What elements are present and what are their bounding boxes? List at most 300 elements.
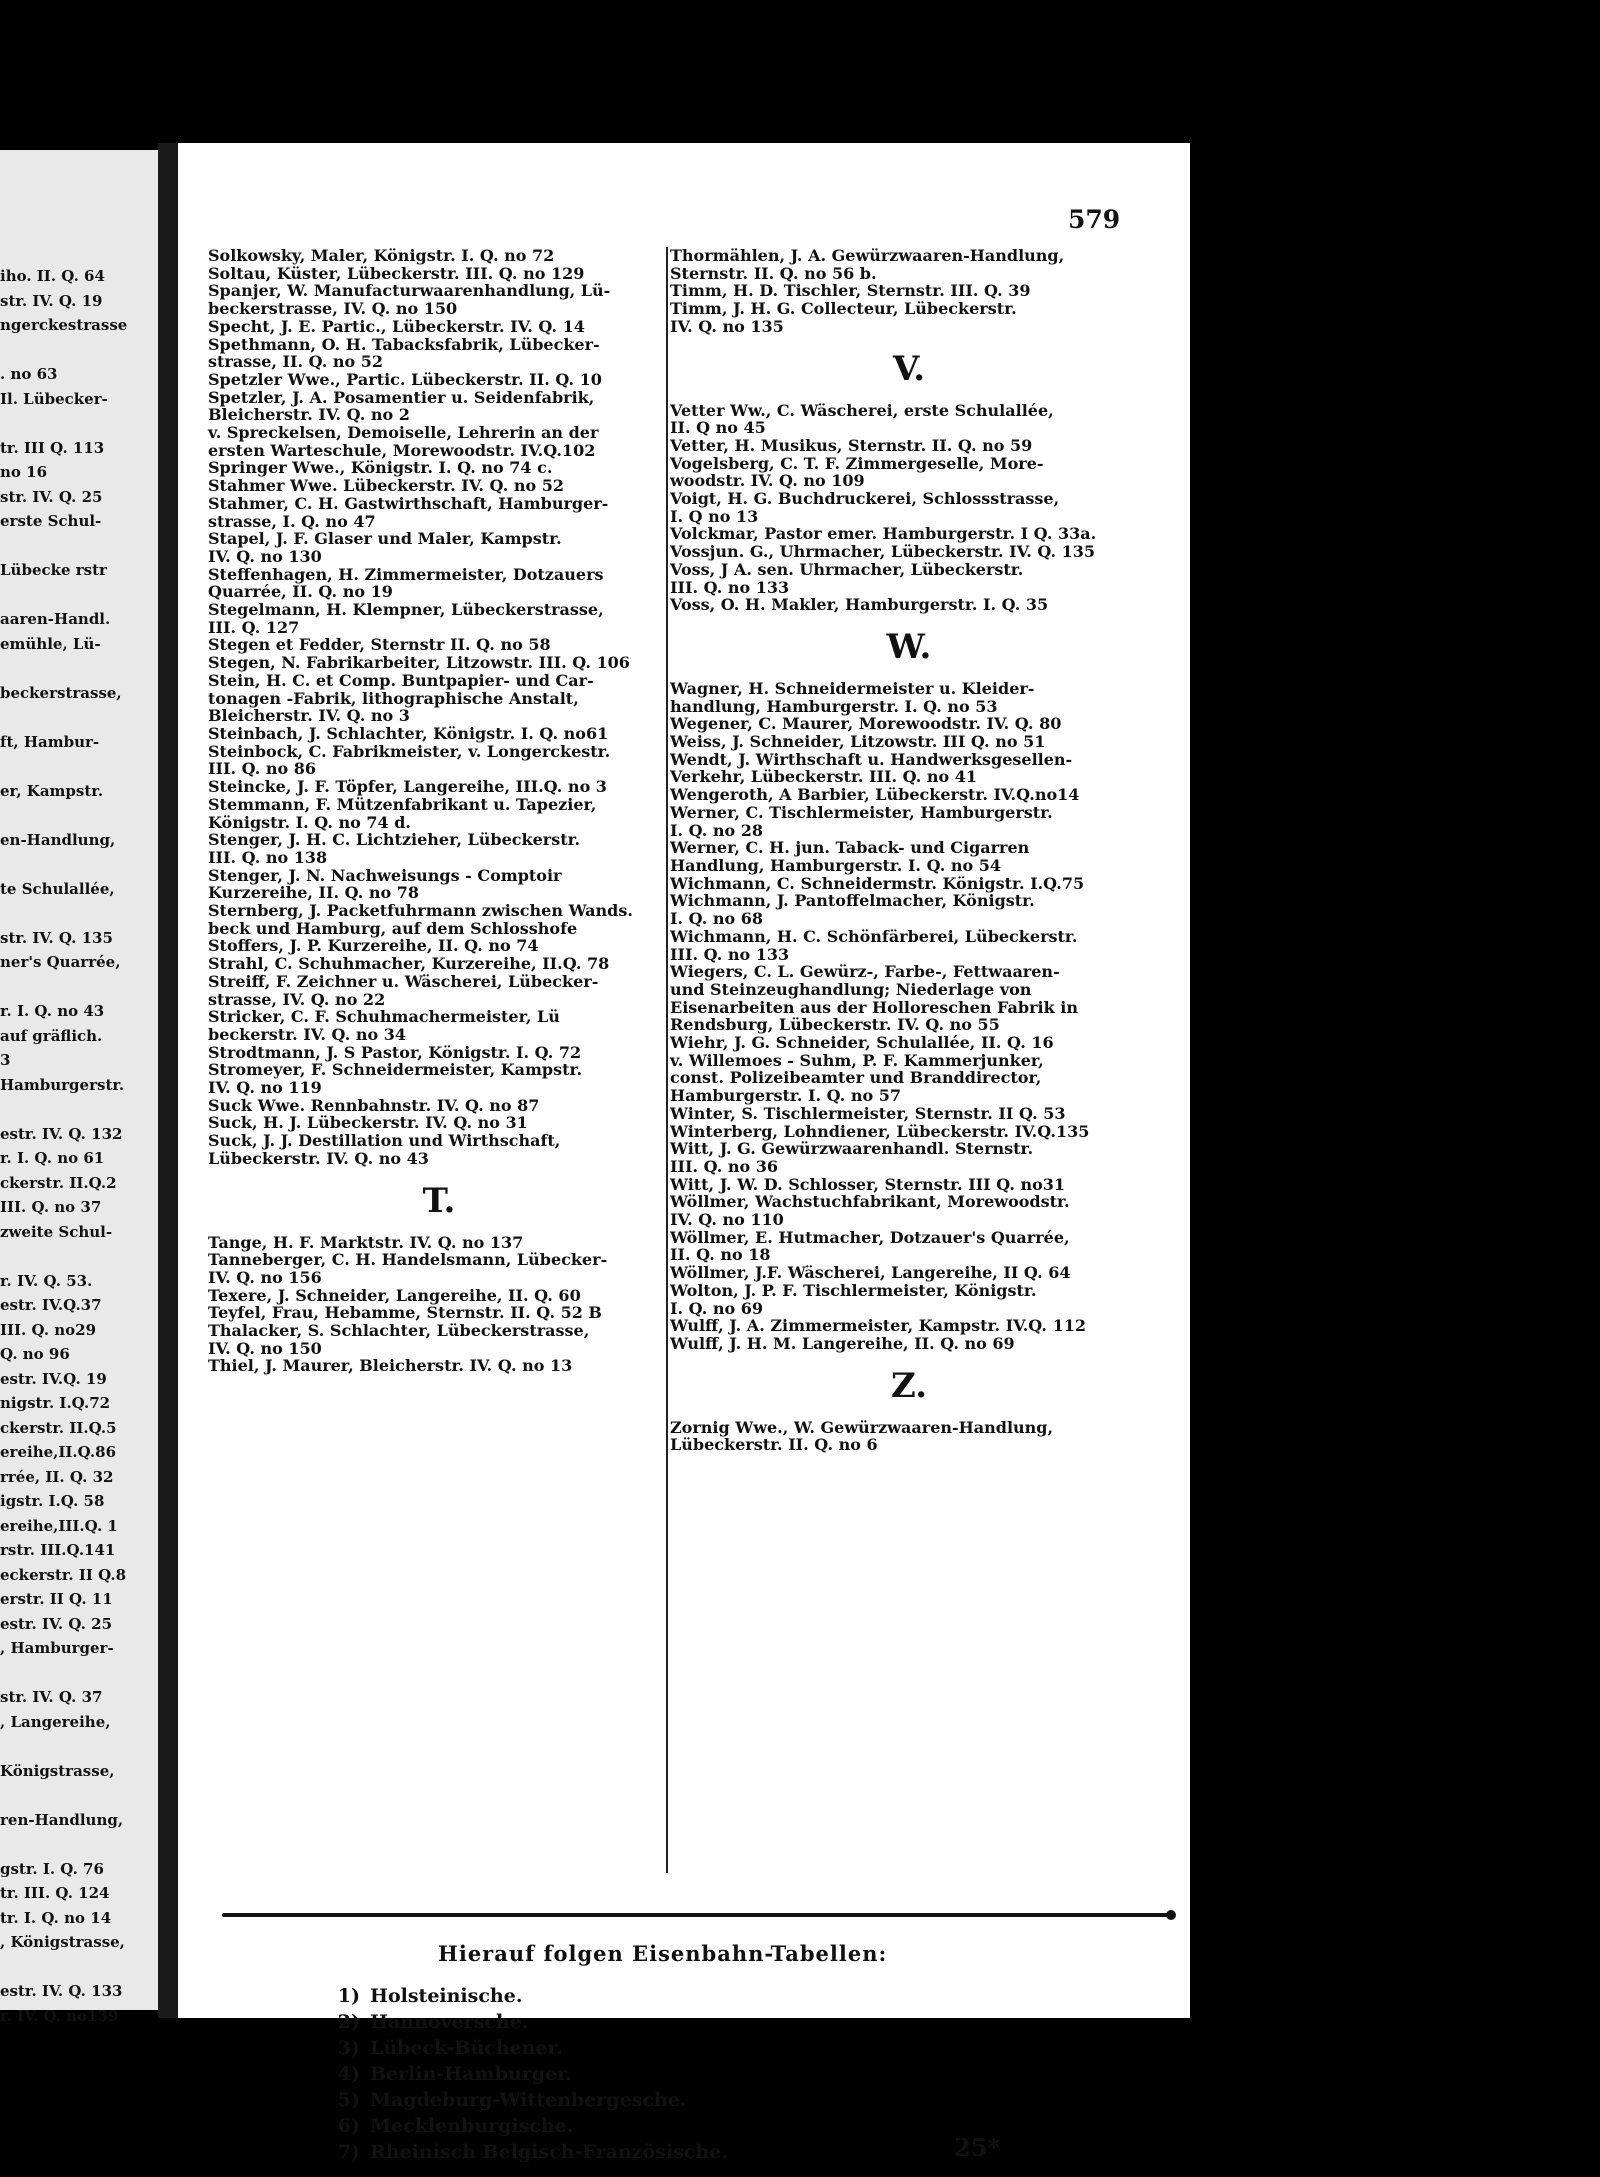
railway-tables-list [326,1983,728,2165]
fragment-line: rstr. III.Q.141 [0,1541,116,1559]
fragment-line: ren-Handlung, [0,1810,124,1829]
railway-table-item [326,2061,728,2087]
entry-line: Voss, J A. sen. Uhrmacher, Lübeckerstr. [670,559,1024,579]
fragment-line: en-Handlung, [0,830,116,849]
directory-entry [208,371,670,389]
entry-line: Teyfel, Frau, Hebamme, Sternstr. II. Q. 52 B [208,1303,602,1323]
directory-entry [208,778,670,796]
entry-line: Stapel, J. F. Glaser und Maler, Kampstr. [208,529,562,549]
entry-line: Wagner, H. Schneidermeister u. Kleider- [670,678,1035,698]
item-number: 5) [337,2089,360,2111]
entry-line: Weiss, J. Schneider, Litzowstr. III Q. no 51 [670,732,1046,752]
fragment-line: Königstrasse, [0,1761,115,1780]
entry-line: const. Polizeibeamter und Branddirector, [670,1068,1042,1088]
fragment-line: tr. III Q. 113 [0,438,105,457]
entry-line: v. Willemoes - Suhm, P. F. Kammerjunker, [670,1050,1044,1070]
entry-line: Soltau, Küster, Lübeckerstr. III. Q. no 129 [208,263,585,283]
fragment-line: Il. Lübecker- [0,389,108,408]
directory-entry [670,804,1148,839]
directory-entry [208,672,670,725]
entry-line: Tange, H. F. Marktstr. IV. Q. no 137 [208,1232,524,1252]
item-number: 7) [337,2141,360,2163]
entry-line: IV. Q. no 135 [670,316,784,336]
fragment-line [0,1661,170,1686]
directory-entry [208,937,670,955]
entry-line: Stromeyer, F. Schneidermeister, Kampstr. [208,1060,583,1080]
entry-line: Springer Wwe., Königstr. I. Q. no 74 c. [208,458,553,478]
entry-line: Wichmann, H. C. Schönfärberei, Lübeckerstr. [670,926,1078,946]
railway-table-item [326,1983,728,2009]
directory-entry [670,1335,1148,1353]
entry-line: Lübeckerstr. IV. Q. no 43 [208,1148,429,1168]
entry-line: Wendt, J. Wirthschaft u. Handwerksgesellen- [670,749,1073,769]
railway-table-item [326,2139,728,2165]
fragment-line: emühle, Lü- [0,634,101,653]
entry-line: Timm, H. D. Tischler, Sternstr. III. Q. 39 [670,281,1031,301]
fragment-line: Lübecke rstr [0,561,107,579]
fragment-line [0,975,170,1000]
section-letter: W. [886,626,932,667]
section-letter: Z. [890,1365,928,1406]
entry-line: Wiehr, J. G. Schneider, Schulallée, II. Q. 16 [670,1033,1054,1053]
directory-entry [208,601,670,636]
fragment-line: iho. II. Q. 64 [0,267,105,285]
fragment-line: igstr. I.Q. 58 [0,1492,105,1510]
entry-line: Stoffers, J. P. Kurzereihe, II. Q. no 74 [208,936,539,956]
entry-line: Witt, J. G. Gewürzwaarenhandl. Sternstr. [670,1139,1034,1159]
fragment-line [0,1955,170,1980]
fragment-line: estr. IV. Q. 25 [0,1614,113,1633]
entry-line: Kurzereihe, II. Q. no 78 [208,883,420,903]
entry-line: Bleicherstr. IV. Q. no 2 [208,405,410,425]
directory-entry [670,247,1148,282]
entry-line: Vetter Ww., C. Wäscherei, erste Schulallée, [670,400,1054,420]
entry-line: Wöllmer, Wachstuchfabrikant, Morewoodstr. [670,1192,1070,1212]
directory-entry [670,596,1148,614]
entry-line: Quarrée, II. Q. no 19 [208,582,393,602]
entry-line: IV. Q. no 150 [208,1338,322,1358]
fragment-line: auf gräflich. [0,1026,103,1045]
directory-entry [670,1317,1148,1335]
directory-entry [670,963,1148,1034]
item-number: 6) [337,2115,360,2137]
fragment-line: erstr. II Q. 11 [0,1590,113,1608]
entry-line: Sternstr. II. Q. no 56 b. [670,263,877,283]
railway-table-item [326,2113,728,2139]
directory-entry [670,543,1148,561]
fragment-line: , Hamburger- [0,1639,114,1657]
directory-entry [208,1097,670,1115]
entry-line: Wiegers, C. L. Gewürz-, Farbe-, Fettwaaren- [670,962,1060,982]
item-label: Mecklenburgische. [370,2115,574,2137]
entry-line: IV. Q. no 156 [208,1267,322,1287]
entry-line: Spetzler, J. A. Posamentier u. Seidenfabrik, [208,387,595,407]
directory-entry [670,1052,1148,1105]
entry-line: I. Q. no 69 [670,1298,764,1318]
entry-line: Spethmann, O. H. Tabacksfabrik, Lübecker- [208,334,600,354]
entry-line: Wöllmer, E. Hutmacher, Dotzauer's Quarrée, [670,1227,1070,1247]
entry-line: III. Q. 127 [208,617,300,637]
fragment-line: str. IV. Q. 37 [0,1688,103,1706]
entry-line: Voss, O. H. Makler, Hamburgerstr. I. Q. 35 [670,595,1049,615]
directory-entry [208,530,670,565]
directory-entry [208,336,670,371]
fragment-line: erste Schul- [0,512,102,530]
entry-line: Texere, J. Schneider, Langereihe, II. Q. 60 [208,1285,581,1305]
fragment-line: er, Kampstr. [0,781,104,800]
directory-entry [670,1140,1148,1175]
entry-line: Vetter, H. Musikus, Sternstr. II. Q. no 59 [670,435,1033,455]
fragment-line: r. IV. Q. 53. [0,1271,93,1290]
directory-entry [670,786,1148,804]
entry-line: strasse, I. Q. no 47 [208,511,376,531]
fragment-line [0,1783,170,1808]
entry-line: Spanjer, W. Manufacturwaarenhandlung, Lü- [208,281,611,301]
entry-line: Werner, C. Tischlermeister, Hamburgerstr. [670,802,1053,822]
entry-line: Tanneberger, C. H. Handelsmann, Lübecker- [208,1250,608,1270]
fragment-line: r. I. Q. no 43 [0,1002,105,1020]
fragment-line: III. Q. no 37 [0,1198,102,1216]
fragment-line [0,534,170,559]
entry-line: Wulff, J. A. Zimmermeister, Kampstr. IV.Q. 112 [670,1316,1086,1336]
entry-line: Steincke, J. F. Töpfer, Langereihe, III.Q. no 3 [208,777,607,797]
directory-entry [670,1419,1148,1454]
entry-line: Hamburgerstr. I. Q. no 57 [670,1086,902,1106]
entry-line: Volckmar, Pastor emer. Hamburgerstr. I Q. 33a. [670,524,1097,544]
entry-line: Thiel, J. Maurer, Bleicherstr. IV. Q. no 13 [208,1356,573,1376]
directory-entry [670,402,1148,437]
fragment-line: ner's Quarrée, [0,953,121,971]
directory-entry [670,455,1148,490]
fragment-line: Hamburgerstr. [0,1075,125,1094]
fragment-line: ngerckestrasse [0,316,128,334]
entry-line: Königstr. I. Q. no 74 d. [208,812,411,832]
item-label: Hannoversche. [370,2011,529,2033]
directory-entry [208,1234,670,1252]
right-column [670,247,1148,1454]
column-divider [666,247,668,1873]
entry-line: Steinbock, C. Fabrikmeister, v. Longerckestr. [208,741,611,761]
entry-line: Spetzler Wwe., Partic. Lübeckerstr. II. Q. 10 [208,369,602,389]
directory-entry [670,715,1148,733]
directory-entry [670,751,1148,786]
fragment-line: , Königstrasse, [0,1933,125,1951]
directory-entry [670,1193,1148,1228]
page-shadow [158,143,180,2018]
directory-entry [208,1304,670,1322]
directory-entry [208,389,670,424]
directory-entry [670,928,1148,963]
entry-line: beck und Hamburg, auf dem Schlosshofe [208,918,578,938]
entry-line: Thormählen, J. A. Gewürzwaaren-Handlung, [670,246,1065,265]
fragment-line: ckerstr. II.Q.2 [0,1173,117,1192]
directory-entry [670,300,1148,335]
entry-line: strasse, II. Q. no 52 [208,352,384,372]
directory-entry [670,1105,1148,1123]
directory-entry [208,477,670,495]
entry-line: und Steinzeughandlung; Niederlage von [670,979,1032,999]
entry-line: ersten Warteschule, Morewoodstr. IV.Q.102 [208,440,596,460]
directory-entry [208,654,670,672]
directory-entry [670,1176,1148,1194]
fragment-line [0,705,170,730]
fragment-line: estr. IV.Q. 19 [0,1369,107,1388]
entry-line: Suck, J. J. Destillation und Wirthschaft, [208,1131,561,1151]
entry-line: III. Q. no 133 [670,577,790,597]
fragment-line: r. I. Q. no 61 [0,1149,105,1167]
directory-entry [670,1264,1148,1282]
entry-line: I. Q. no 28 [670,820,764,840]
item-label: Holsteinische. [370,1985,523,2007]
fragment-line [0,411,170,436]
entry-line: Wichmann, J. Pantoffelmacher, Königstr. [670,891,1035,911]
fragment-line: estr. IV.Q.37 [0,1296,102,1314]
fragment-line: te Schulallée, [0,879,115,898]
directory-entry [208,265,670,283]
directory-entry [670,839,1148,874]
entry-line: Strodtmann, J. S Pastor, Königstr. I. Q. 72 [208,1042,582,1062]
entry-line: IV. Q. no 110 [670,1210,784,1230]
entry-line: IV. Q. no 119 [208,1078,322,1098]
fragment-line [0,338,170,363]
directory-entry [208,1008,670,1043]
directory-entry [208,1287,670,1305]
directory-page [178,143,1190,2163]
fragment-line [0,656,170,681]
fragment-line [0,1832,170,1857]
fragment-line: eckerstr. II Q.8 [0,1565,127,1584]
entry-line: Wichmann, C. Schneidermstr. Königstr. I.Q.75 [670,873,1085,893]
entry-line: Stegen et Fedder, Sternstr II. Q. no 58 [208,635,551,655]
directory-entry [208,902,670,937]
entry-line: Stein, H. C. et Comp. Buntpapier- und Car- [208,670,594,690]
entry-line: Stenger, J. H. C. Lichtzieher, Lübeckerstr. [208,830,581,850]
entry-line: III. Q. no 133 [670,944,790,964]
page-number: 579 [1068,205,1121,234]
directory-entry [670,1282,1148,1317]
item-number: 4) [337,2063,360,2085]
entry-line: Steinbach, J. Schlachter, Königstr. I. Q. no61 [208,723,609,743]
fragment-line: tr. III. Q. 124 [0,1884,110,1902]
entry-line: beckerstr. IV. Q. no 34 [208,1024,406,1044]
entry-line: v. Spreckelsen, Demoiselle, Lehrerin an der [208,423,599,443]
directory-entry [208,973,670,1008]
entry-line: IV. Q. no 130 [208,546,322,566]
fragment-line [0,1244,170,1269]
fragment-line: , Langereihe, [0,1712,111,1731]
entry-line: Witt, J. W. D. Schlosser, Sternstr. III Q. no31 [670,1174,1066,1194]
fragment-line: 3 [0,1051,11,1069]
directory-entry [208,1357,670,1375]
directory-entry [670,525,1148,543]
entry-line: I. Q no 13 [670,506,759,526]
fragment-line [0,583,170,608]
fragment-line: ereihe,III.Q. 1 [0,1516,118,1535]
entry-line: Stenger, J. N. Nachweisungs - Comptoir [208,865,562,885]
entry-line: I. Q. no 68 [670,909,764,929]
directory-entry [670,282,1148,300]
directory-entry [208,1251,670,1286]
entry-line: Strahl, C. Schuhmacher, Kurzereihe, II.Q. 78 [208,954,610,974]
entry-line: Suck, H. J. Lübeckerstr. IV. Q. no 31 [208,1113,528,1133]
fragment-line: III. Q. no29 [0,1320,97,1339]
entry-line: Stegen, N. Fabrikarbeiter, Litzowstr. III. Q. 106 [208,653,630,673]
entry-line: Wolton, J. P. F. Tischlermeister, Königstr. [670,1280,1037,1300]
entry-line: III. Q. no 36 [670,1156,779,1176]
entry-line: Streiff, F. Zeichner u. Wäscherei, Lübecker- [208,971,599,991]
item-label: Rheinisch Belgisch-Französische. [370,2141,728,2163]
entry-line: Vogelsberg, C. T. F. Zimmergeselle, More- [670,453,1044,473]
entry-line: Specht, J. E. Partic., Lübeckerstr. IV. Q. 14 [208,316,585,336]
directory-entry [208,1114,670,1132]
directory-entry [670,561,1148,596]
fragment-line: estr. IV. Q. 132 [0,1124,123,1143]
entry-line: Solkowsky, Maler, Königstr. I. Q. no 72 [208,246,555,265]
entry-line: Vossjun. G., Uhrmacher, Lübeckerstr. IV. Q. 135 [670,542,1096,562]
fragment-line [0,901,170,926]
fragment-line: estr. IV. Q. 133 [0,1982,123,2000]
directory-entry [208,1061,670,1096]
railway-table-item [326,2009,728,2035]
previous-page-fragment [0,150,178,2025]
entry-line: Eisenarbeiten aus der Holloreschen Fabrik in [670,997,1078,1017]
entry-line: handlung, Hamburgerstr. I. Q. no 53 [670,696,998,716]
fragment-line [0,852,170,877]
directory-entry [670,733,1148,751]
item-label: Magdeburg-Wittenbergesche. [370,2089,687,2111]
fragment-line: no 16 [0,463,48,481]
fragment-line: r. IV. Q. no139 [0,2006,119,2025]
fragment-line: aaren-Handl. [0,610,111,628]
entry-line: Steffenhagen, H. Zimmermeister, Dotzauers [208,564,604,584]
directory-entry [208,247,670,265]
directory-entry [208,796,670,831]
directory-entry [208,1132,670,1167]
entry-line: Winter, S. Tischlermeister, Sternstr. II Q. 53 [670,1103,1066,1123]
fragment-line: Q. no 96 [0,1345,70,1363]
item-label: Lübeck-Büchener. [370,2037,563,2059]
fragment-line: rrée, II. Q. 32 [0,1467,114,1486]
entry-line: Stemmann, F. Mützenfabrikant u. Tapezier, [208,794,597,814]
directory-entry [208,566,670,601]
directory-entry [670,1034,1148,1052]
entry-line: Thalacker, S. Schlachter, Lübeckerstrasse, [208,1321,590,1341]
entry-line: Wengeroth, A Barbier, Lübeckerstr. IV.Q.no14 [670,785,1080,805]
section-letter: V. [892,348,926,389]
directory-entry [208,424,670,459]
fragment-line [0,803,170,828]
entry-line: tonagen -Fabrik, lithographische Anstalt, [208,688,579,708]
item-number: 1) [337,1985,360,2007]
directory-entry [208,867,670,902]
railway-table-item [326,2087,728,2113]
entry-line: Stegelmann, H. Klempner, Lübeckerstrasse, [208,600,604,620]
fragment-line: str. IV. Q. 19 [0,291,103,310]
fragment-line: zweite Schul- [0,1222,113,1241]
fragment-line: ft, Hambur- [0,732,100,751]
entry-line: woodstr. IV. Q. no 109 [670,471,865,491]
entry-line: Handlung, Hamburgerstr. I. Q. no 54 [670,855,1001,875]
fragment-line [0,1734,170,1759]
item-number: 3) [337,2037,360,2059]
directory-entry [670,875,1148,893]
directory-entry [208,282,670,317]
entry-line: Stahmer Wwe. Lübeckerstr. IV. Q. no 52 [208,476,564,496]
fragment-line: . no 63 [0,365,58,383]
entry-line: III. Q. no 86 [208,759,317,779]
directory-entry [670,680,1148,715]
signature-mark: 25* [954,2133,1000,2162]
entry-line: Stricker, C. F. Schuhmachermeister, Lü [208,1007,560,1027]
directory-entry [208,636,670,654]
railway-tables-heading: Hierauf folgen Eisenbahn-Tabellen: [438,1941,888,1966]
entry-line: Stahmer, C. H. Gastwirthschaft, Hamburger- [208,493,609,513]
directory-entry [208,725,670,743]
entry-line: Sternberg, J. Packetfuhrmann zwischen Wands. [208,901,633,921]
directory-entry [208,318,670,336]
entry-line: Werner, C. H. jun. Taback- und Cigarren [670,838,1030,858]
directory-entry [670,1123,1148,1141]
previous-page-text [0,264,170,2028]
left-column [208,247,670,1375]
fragment-line [0,1097,170,1122]
entry-line: Wulff, J. H. M. Langereihe, II. Q. no 69 [670,1333,1015,1353]
directory-entry [208,955,670,973]
section-rule [222,1913,1172,1917]
entry-line: Verkehr, Lübeckerstr. III. Q. no 41 [670,767,978,787]
item-label: Berlin-Hamburger. [370,2063,573,2085]
entry-line: Zornig Wwe., W. Gewürzwaaren-Handlung, [670,1417,1054,1437]
directory-entry [208,1044,670,1062]
fragment-line: str. IV. Q. 135 [0,928,113,947]
entry-line: II. Q no 45 [670,418,766,438]
fragment-line: gstr. I. Q. 76 [0,1859,104,1878]
directory-entry [670,437,1148,455]
fragment-line: beckerstrasse, [0,683,122,702]
fragment-line: nigstr. I.Q.72 [0,1394,111,1412]
entry-line: Rendsburg, Lübeckerstr. IV. Q. no 55 [670,1015,1000,1035]
directory-entry [208,459,670,477]
item-number: 2) [337,2011,360,2033]
fragment-line: ckerstr. II.Q.5 [0,1418,117,1437]
directory-entry [670,1229,1148,1264]
fragment-line: tr. I. Q. no 14 [0,1908,112,1927]
fragment-line [0,754,170,779]
entry-line: Wöllmer, J.F. Wäscherei, Langereihe, II Q. 64 [670,1263,1071,1283]
entry-line: Lübeckerstr. II. Q. no 6 [670,1435,878,1455]
entry-line: Suck Wwe. Rennbahnstr. IV. Q. no 87 [208,1095,540,1115]
entry-line: strasse, IV. Q. no 22 [208,989,386,1009]
entry-line: Timm, J. H. G. Collecteur, Lübeckerstr. [670,299,1017,319]
entry-line: beckerstrasse, IV. Q. no 150 [208,299,458,319]
directory-entry [208,1322,670,1357]
directory-entry [208,495,670,530]
entry-line: Wegener, C. Maurer, Morewoodstr. IV. Q. 80 [670,714,1062,734]
entry-line: Voigt, H. G. Buchdruckerei, Schlossstrasse, [670,489,1060,509]
directory-entry [208,831,670,866]
fragment-line: str. IV. Q. 25 [0,487,103,506]
directory-entry [670,892,1148,927]
section-letter: T. [422,1180,456,1221]
entry-line: Bleicherstr. IV. Q. no 3 [208,706,410,726]
entry-line: III. Q. no 138 [208,847,328,867]
entry-line: II. Q. no 18 [670,1245,771,1265]
railway-table-item [326,2035,728,2061]
directory-entry [670,490,1148,525]
entry-line: Winterberg, Lohndiener, Lübeckerstr. IV.Q.135 [670,1121,1090,1141]
fragment-line: ereihe,II.Q.86 [0,1443,117,1461]
directory-entry [208,743,670,778]
